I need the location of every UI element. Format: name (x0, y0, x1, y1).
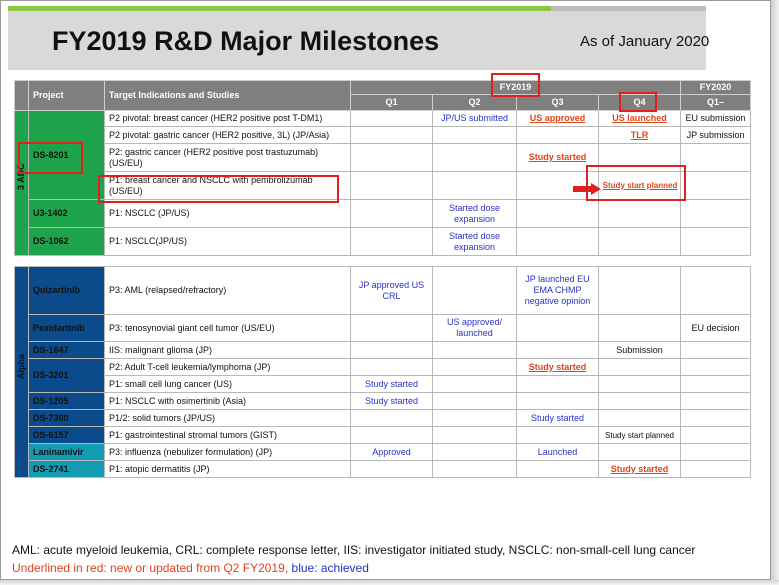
study-cell: P1/2: solid tumors (JP/US) (105, 410, 351, 427)
fy20-cell: EU submission (681, 111, 751, 127)
study-cell: P3: AML (relapsed/refractory) (105, 267, 351, 315)
title-accent-gray (551, 6, 706, 11)
fy20-cell (681, 427, 751, 444)
study-cell: P2: Adult T-cell leukemia/lymphoma (JP) (105, 359, 351, 376)
fy20-cell (681, 228, 751, 256)
q1-cell: JP approved US CRL (351, 267, 433, 315)
study-cell: IIS: malignant glioma (JP) (105, 342, 351, 359)
q3-cell (517, 427, 599, 444)
group-label-alpha: Alpha (15, 267, 29, 478)
q4-cell (599, 228, 681, 256)
q4-cell (599, 200, 681, 228)
project-ds2741: DS-2741 (29, 461, 105, 478)
q3-cell: US approved (517, 111, 599, 127)
study-cell: P1: gastrointestinal stromal tumors (GIST) (105, 427, 351, 444)
table-row (15, 111, 751, 127)
q2-cell: Started dose expansion (433, 228, 517, 256)
q3-cell (517, 127, 599, 144)
table-row (15, 228, 751, 256)
red-right-arrow-icon (573, 183, 601, 195)
highlight-box-pembrolizumab-study (98, 175, 339, 203)
project-ds1647: DS-1647 (29, 342, 105, 359)
table-row (15, 444, 751, 461)
q1-cell (351, 359, 433, 376)
q4-cell: TLR (599, 127, 681, 144)
q3-cell: Study started (517, 410, 599, 427)
fy20-cell: EU decision (681, 315, 751, 342)
q1-cell (351, 342, 433, 359)
q2-cell: JP/US submitted (433, 111, 517, 127)
q3-cell (517, 315, 599, 342)
q2-cell: Started dose expansion (433, 200, 517, 228)
fy20-cell (681, 376, 751, 393)
study-cell: P2 pivotal: breast cancer (HER2 positive post T-DM1) (105, 111, 351, 127)
fy20-cell (681, 444, 751, 461)
fy20-cell (681, 461, 751, 478)
header-spacer (15, 81, 29, 111)
q2-cell (433, 172, 517, 200)
q2-cell (433, 427, 517, 444)
q4-cell (599, 315, 681, 342)
q2-cell (433, 461, 517, 478)
table-row (15, 461, 751, 478)
header-q3: Q3 (517, 95, 599, 111)
group-label-adc: 3 ADC (15, 111, 29, 256)
project-u31402: U3-1402 (29, 200, 105, 228)
q4-cell (599, 376, 681, 393)
footnote-abbreviations: AML: acute myeloid leukemia, CRL: complete response letter, IIS: investigator initiated study, NSCLC: non-small-cell lung cancer (12, 543, 696, 557)
study-cell: P1: NSCLC with osimertinib (Asia) (105, 393, 351, 410)
q1-cell (351, 427, 433, 444)
project-ds1062: DS-1062 (29, 228, 105, 256)
q2-cell (433, 393, 517, 410)
table-row (15, 410, 751, 427)
q4-cell: Study start planned (599, 427, 681, 444)
table-row (15, 315, 751, 342)
fy20-cell (681, 359, 751, 376)
header-q1-next: Q1– (681, 95, 751, 111)
q1-cell (351, 144, 433, 172)
table-row (15, 342, 751, 359)
highlight-box-fy2019 (491, 73, 540, 97)
q1-cell (351, 461, 433, 478)
project-laninamivir: Laninamivir (29, 444, 105, 461)
table-row (15, 359, 751, 376)
q4-cell: Submission (599, 342, 681, 359)
fy20-cell (681, 342, 751, 359)
q1-cell (351, 172, 433, 200)
study-cell: P2: gastric cancer (HER2 positive post trastuzumab) (US/EU) (105, 144, 351, 172)
study-cell: P3: influenza (nebulizer formulation) (JP) (105, 444, 351, 461)
header-project: Project (29, 81, 105, 111)
table-row (15, 393, 751, 410)
q4-cell: Study start planned (599, 172, 681, 200)
fy20-cell (681, 410, 751, 427)
q1-cell (351, 200, 433, 228)
q1-cell: Study started (351, 376, 433, 393)
highlight-box-q4 (619, 92, 657, 112)
header-q2: Q2 (433, 95, 517, 111)
project-ds6157: DS-6157 (29, 427, 105, 444)
q1-cell: Approved (351, 444, 433, 461)
highlight-box-ds8201 (18, 142, 83, 174)
highlight-box-study-start-planned (586, 165, 686, 201)
header-q4: Q4 (599, 95, 681, 111)
q4-cell: US launched (599, 111, 681, 127)
fy20-cell (681, 267, 751, 315)
q2-cell (433, 410, 517, 427)
q3-cell: Study started (517, 144, 599, 172)
project-pexidartinib: Pexidartinib (29, 315, 105, 342)
as-of-date: As of January 2020 (580, 33, 710, 50)
fy20-cell (681, 200, 751, 228)
fy20-cell (681, 172, 751, 200)
header-fy2019: FY2019 (351, 81, 681, 95)
q3-cell: JP launched EU EMA CHMP negative opinion (517, 267, 599, 315)
header-q1: Q1 (351, 95, 433, 111)
title-accent-green (8, 6, 551, 11)
q2-cell (433, 127, 517, 144)
fy20-cell (681, 393, 751, 410)
study-cell: P1: small cell lung cancer (US) (105, 376, 351, 393)
legend-red-text: Underlined in red: new or updated from Q2 FY2019, (12, 561, 289, 575)
project-ds1205: DS-1205 (29, 393, 105, 410)
alpha-table (14, 266, 751, 478)
table-row (15, 200, 751, 228)
slide-shadow-bottom (0, 580, 779, 585)
study-cell: P3: tenosynovial giant cell tumor (US/EU) (105, 315, 351, 342)
q3-cell (517, 200, 599, 228)
q1-cell: Study started (351, 393, 433, 410)
table-row (15, 267, 751, 315)
q3-cell: Study started (517, 359, 599, 376)
table-row (15, 427, 751, 444)
q1-cell (351, 111, 433, 127)
q4-cell (599, 410, 681, 427)
q4-cell: Study started (599, 461, 681, 478)
q2-cell (433, 144, 517, 172)
fy20-cell: JP submission (681, 127, 751, 144)
q2-cell (433, 444, 517, 461)
q4-cell (599, 359, 681, 376)
project-ds7300: DS-7300 (29, 410, 105, 427)
study-cell: P2 pivotal: gastric cancer (HER2 positive, 3L) (JP/Asia) (105, 127, 351, 144)
q2-cell (433, 267, 517, 315)
project-quizartinib: Quizartinib (29, 267, 105, 315)
q3-cell (517, 228, 599, 256)
study-cell: P1: atopic dermatitis (JP) (105, 461, 351, 478)
q2-cell (433, 342, 517, 359)
page-title: FY2019 R&D Major Milestones (52, 26, 440, 56)
q4-cell (599, 393, 681, 410)
q3-cell (517, 342, 599, 359)
project-ds8201: DS-8201 (29, 111, 105, 200)
q2-cell: US approved/ launched (433, 315, 517, 342)
q4-cell (599, 444, 681, 461)
study-cell: P1: NSCLC (JP/US) (105, 200, 351, 228)
legend-blue-text: blue: achieved (291, 561, 369, 575)
study-cell: P1: breast cancer and NSCLC with pembrolizumab (US/EU) (105, 172, 351, 200)
q1-cell (351, 228, 433, 256)
table-row (15, 376, 751, 393)
q1-cell (351, 410, 433, 427)
study-cell: P1: NSCLC(JP/US) (105, 228, 351, 256)
q3-cell: Launched (517, 444, 599, 461)
slide-shadow-right (771, 0, 779, 585)
q1-cell (351, 315, 433, 342)
fy20-cell (681, 144, 751, 172)
q3-cell (517, 393, 599, 410)
q4-cell (599, 267, 681, 315)
q3-cell (517, 461, 599, 478)
footnote-legend (12, 561, 369, 575)
header-target: Target Indications and Studies (105, 81, 351, 111)
q2-cell (433, 359, 517, 376)
table-row (15, 127, 751, 144)
q3-cell (517, 376, 599, 393)
header-fy2020: FY2020 (681, 81, 751, 95)
q1-cell (351, 127, 433, 144)
q2-cell (433, 376, 517, 393)
project-ds3201: DS-3201 (29, 359, 105, 393)
